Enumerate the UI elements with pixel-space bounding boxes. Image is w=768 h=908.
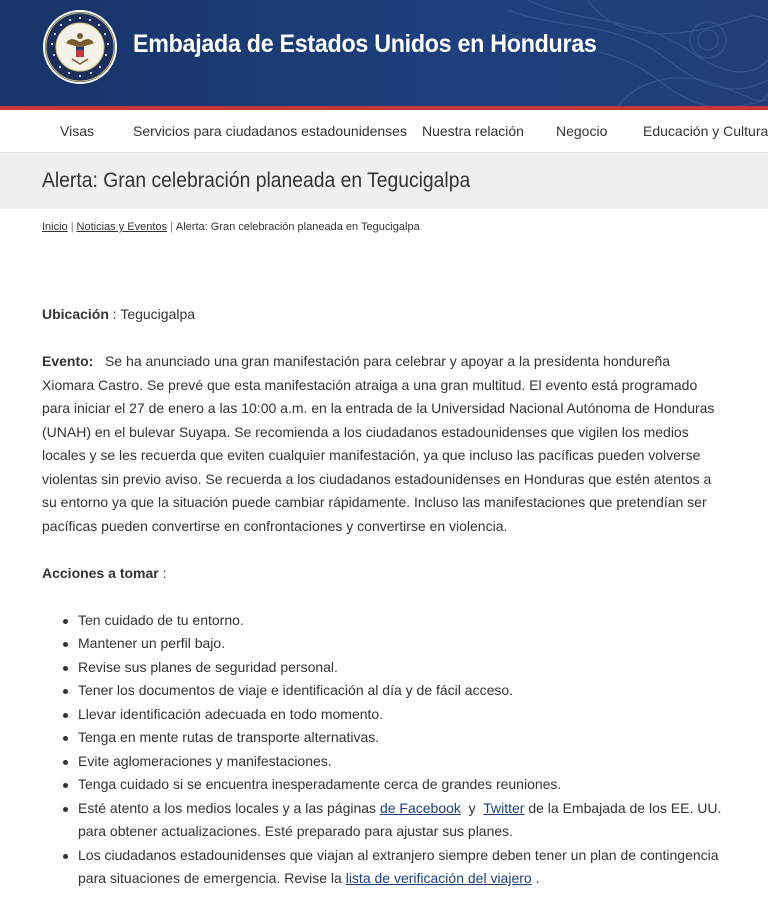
nav-item-business[interactable]: Negocio (556, 123, 608, 139)
actions-label: Acciones a tomar (42, 564, 159, 581)
alert-content (42, 303, 722, 891)
nav-item-education-culture[interactable]: Educación y Cultura (643, 123, 768, 139)
location-paragraph (42, 303, 722, 327)
event-text: Se ha anunciado una gran manifestación para celebrar y apoyar a la presidenta hondureña Xiomara Castro. Se prevé que esta manifestación atraiga a una gran multitud. El evento está programado para iniciar el 27 de enero a las 10:00 a.m. en la entrada de la Universidad Nacional Autónoma de Honduras (UNAH) en el bulevar Suyapa. Se recomienda a los ciudadanos estadounidenses que vigilen los medios locales y se les recuerda que eviten cualquier manifestación, ya que incluso las pacíficas pueden volverse violentas sin previo aviso. Se recuerda a los ciudadanos estadounidenses en Honduras que estén atentos a su entorno ya que la situación puede cambiar rápidamente. Incluso las manifestaciones que pretendían ser pacíficas pueden convertirse en confrontaciones y convertirse en violencia. (42, 353, 715, 534)
media-text-suffix: de la Embajada de los EE. UU. para obtener actualizaciones. Esté preparado para ajustar sus planes. (78, 799, 722, 839)
list-item: Ten cuidado de tu entorno. (60, 609, 722, 633)
list-item: Evite aglomeraciones y manifestaciones. (60, 750, 722, 774)
breadcrumb-home-link[interactable]: Inicio (42, 221, 68, 233)
nav-item-our-relationship[interactable]: Nuestra relación (422, 123, 524, 139)
department-of-state-seal-icon (42, 9, 118, 85)
media-text-prefix: Esté atento a los medios locales y a las páginas (78, 799, 380, 816)
twitter-link[interactable]: Twitter (483, 799, 525, 816)
actions-suffix: : (158, 564, 167, 581)
traveler-checklist-link[interactable]: lista de verificación del viajero (345, 870, 532, 886)
contingency-text-suffix: . (531, 870, 540, 886)
nav-item-visas[interactable]: Visas (60, 123, 94, 139)
page-title-band (0, 153, 768, 209)
facebook-link[interactable]: de Facebook (379, 799, 461, 816)
list-item: Tenga en mente rutas de transporte alternativas. (60, 726, 722, 750)
actions-paragraph (42, 562, 722, 586)
breadcrumb (42, 221, 420, 233)
breadcrumb-separator: | (170, 221, 173, 233)
list-item: Revise sus planes de seguridad personal. (60, 656, 722, 680)
breadcrumb-news-link[interactable]: Noticias y Eventos (76, 221, 168, 233)
media-text-middle: y (460, 799, 484, 816)
breadcrumb-separator: | (70, 221, 74, 233)
main-nav (0, 110, 768, 153)
event-paragraph (42, 350, 722, 538)
actions-list (60, 609, 722, 891)
list-item: Mantener un perfil bajo. (60, 632, 722, 656)
event-label: Evento: (42, 353, 94, 369)
location-value: : Tegucigalpa (108, 306, 196, 322)
site-title[interactable]: Embajada de Estados Unidos en Honduras (133, 30, 597, 58)
site-header (0, 0, 768, 106)
breadcrumb-current: Alerta: Gran celebración planeada en Tegucigalpa (175, 221, 420, 233)
list-item: Tenga cuidado si se encuentra inesperadamente cerca de grandes reuniones. (60, 773, 722, 797)
list-item-media (60, 797, 722, 844)
list-item-contingency (60, 844, 722, 891)
list-item: Llevar identificación adecuada en todo momento. (60, 703, 722, 727)
list-item: Tener los documentos de viaje e identificación al día y de fácil acceso. (60, 679, 722, 703)
nav-item-citizen-services[interactable]: Servicios para ciudadanos estadounidenses (133, 123, 407, 139)
page-title: Alerta: Gran celebración planeada en Tegucigalpa (42, 169, 471, 192)
location-label: Ubicación (42, 306, 109, 322)
contingency-text-prefix: Los ciudadanos estadounidenses que viajan al extranjero siempre deben tener un plan de contingencia para situaciones de emergencia. Revise la (78, 846, 719, 886)
